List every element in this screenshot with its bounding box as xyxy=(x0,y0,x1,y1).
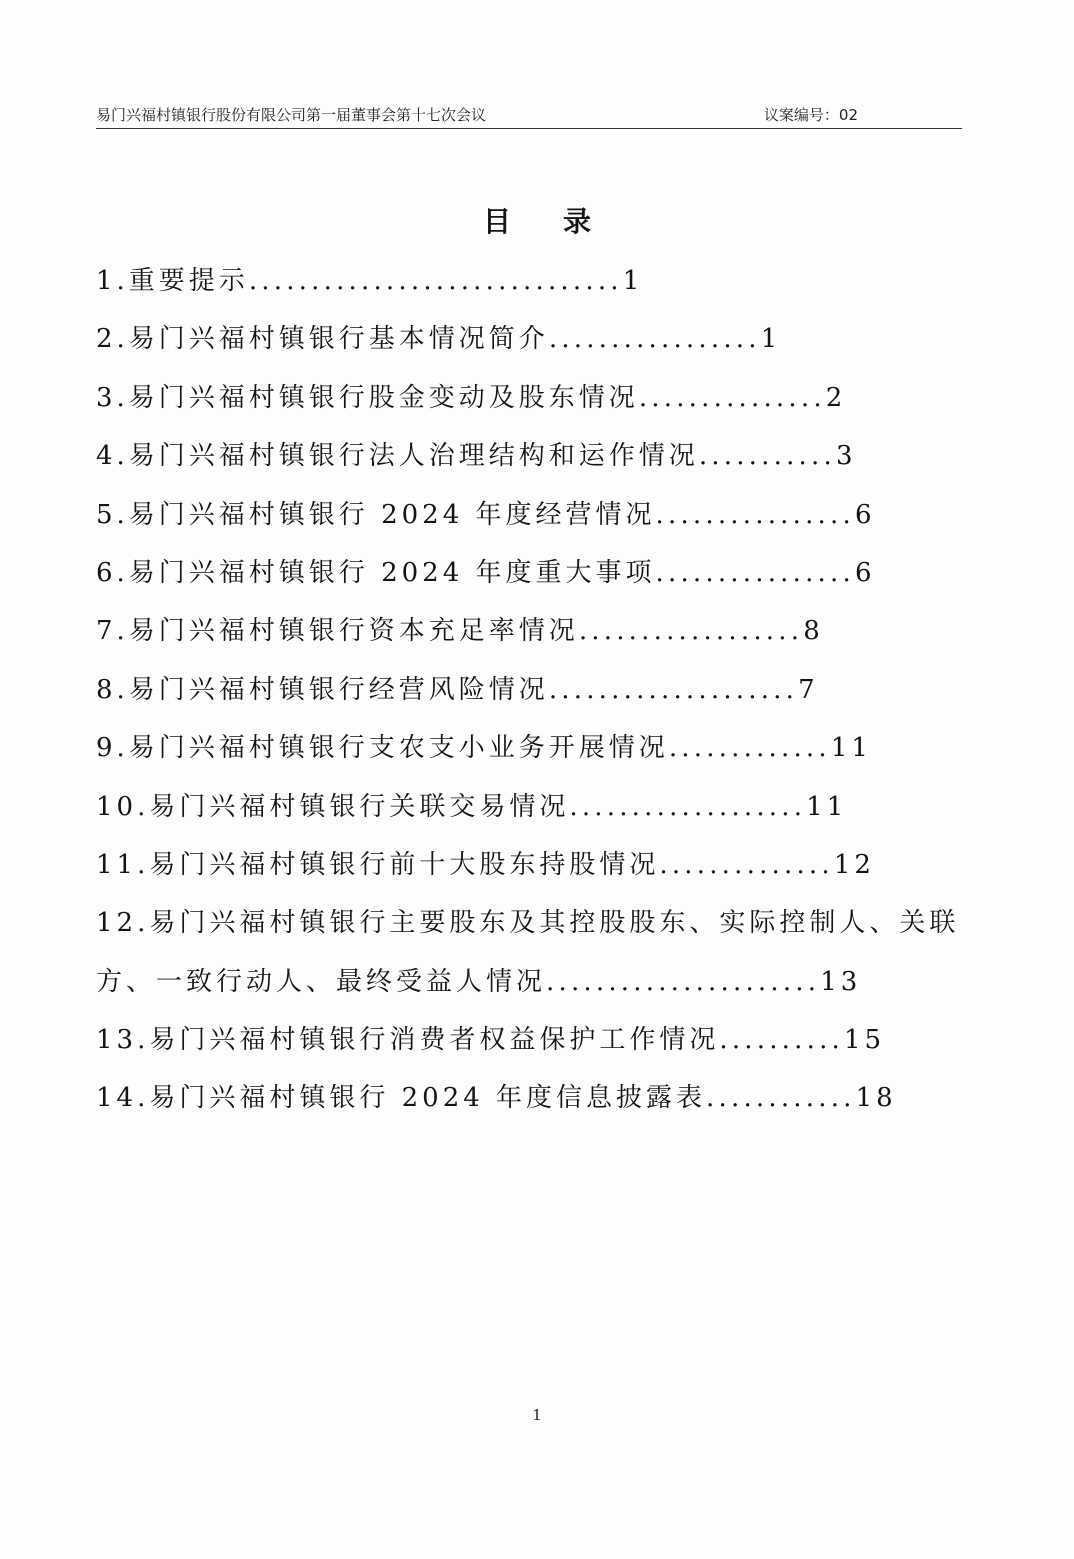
toc-entry-text: 方、一致行动人、最终受益人情况 xyxy=(96,966,547,997)
toc-entry-text: 7.易门兴福村镇银行资本充足率情况 xyxy=(96,616,579,647)
toc-leader-dots: .................... xyxy=(548,674,799,705)
toc-leader-dots: ................ xyxy=(655,557,855,588)
toc-entry-page: 15 xyxy=(844,1025,886,1056)
toc-entry-text: 9.易门兴福村镇银行支农支小业务开展情况 xyxy=(96,733,669,764)
toc-entry-text: 5.易门兴福村镇银行 2024 年度经营情况 xyxy=(96,499,656,530)
toc-entry-2[interactable] xyxy=(96,316,976,374)
toc-leader-dots: ................... xyxy=(569,791,807,822)
toc-entry-text: 11.易门兴福村镇银行前十大股东持股情况 xyxy=(96,849,660,880)
toc-entry-text: 3.易门兴福村镇银行股金变动及股东情况 xyxy=(96,382,639,413)
toc-entry-5[interactable] xyxy=(96,492,976,550)
toc-entry-text: 8.易门兴福村镇银行经营风险情况 xyxy=(96,674,549,705)
toc-entry-text: 1.重要提示 xyxy=(96,266,249,296)
toc-entry-page: 1 xyxy=(760,324,782,355)
toc-entry-1[interactable] xyxy=(96,258,976,316)
toc-leader-dots: .................. xyxy=(578,616,804,647)
toc-entry-text: 4.易门兴福村镇银行法人治理结构和运作情况 xyxy=(96,441,699,472)
toc-entry-12[interactable] xyxy=(96,900,976,958)
table-of-contents xyxy=(96,258,976,1134)
toc-entry-page: 11 xyxy=(806,791,848,822)
toc-entry-page: 1 xyxy=(622,266,644,296)
toc-leader-dots: ...................... xyxy=(546,966,821,997)
toc-entry-page: 6 xyxy=(854,499,876,530)
toc-leader-dots: ........... xyxy=(698,441,836,472)
toc-entry-3[interactable] xyxy=(96,375,976,433)
toc-entry-11[interactable] xyxy=(96,842,976,900)
toc-entry-12-continued[interactable] xyxy=(96,959,976,1017)
toc-entry-page: 2 xyxy=(825,382,847,413)
toc-entry-page: 6 xyxy=(854,557,876,588)
toc-leader-dots: ............. xyxy=(668,733,831,764)
toc-entry-page: 8 xyxy=(803,616,824,647)
meeting-title: 易门兴福村镇银行股份有限公司第一届董事会第十七次会议 xyxy=(96,106,487,124)
toc-entry-6[interactable] xyxy=(96,550,976,608)
toc-leader-dots: ............ xyxy=(706,1083,856,1114)
toc-entry-10[interactable] xyxy=(96,784,976,842)
toc-entry-14[interactable] xyxy=(96,1075,976,1133)
toc-entry-13[interactable] xyxy=(96,1017,976,1075)
toc-leader-dots: .............................. xyxy=(248,266,623,296)
toc-entry-page: 18 xyxy=(855,1083,897,1114)
toc-leader-dots: .......... xyxy=(719,1025,845,1056)
page-header xyxy=(96,100,962,129)
toc-entry-text: 13.易门兴福村镇银行消费者权益保护工作情况 xyxy=(96,1025,720,1056)
toc-leader-dots: ............... xyxy=(638,382,826,413)
toc-entry-4[interactable] xyxy=(96,433,976,491)
toc-title: 目录 xyxy=(482,205,643,238)
toc-entry-text: 14.易门兴福村镇银行 2024 年度信息披露表 xyxy=(96,1083,707,1114)
toc-entry-9[interactable] xyxy=(96,725,976,783)
toc-entry-text: 12.易门兴福村镇银行主要股东及其控股股东、实际控制人、关联 xyxy=(96,908,960,939)
toc-entry-page: 3 xyxy=(835,441,857,472)
toc-entry-8[interactable] xyxy=(96,667,976,725)
toc-entry-7[interactable] xyxy=(96,608,976,666)
toc-entry-page: 12 xyxy=(833,849,875,880)
toc-entry-page: 7 xyxy=(798,674,819,705)
toc-entry-text: 10.易门兴福村镇银行关联交易情况 xyxy=(96,791,570,822)
page-number: 1 xyxy=(532,1406,542,1424)
toc-entry-text: 2.易门兴福村镇银行基本情况简介 xyxy=(96,324,549,355)
toc-leader-dots: ................ xyxy=(655,499,855,530)
toc-leader-dots: .............. xyxy=(659,849,834,880)
toc-entry-text: 6.易门兴福村镇银行 2024 年度重大事项 xyxy=(96,557,656,588)
proposal-number: 议案编号：02 xyxy=(763,106,858,124)
toc-leader-dots: ................. xyxy=(548,324,761,355)
toc-entry-page: 13 xyxy=(820,966,862,997)
toc-entry-page: 11 xyxy=(830,733,872,764)
